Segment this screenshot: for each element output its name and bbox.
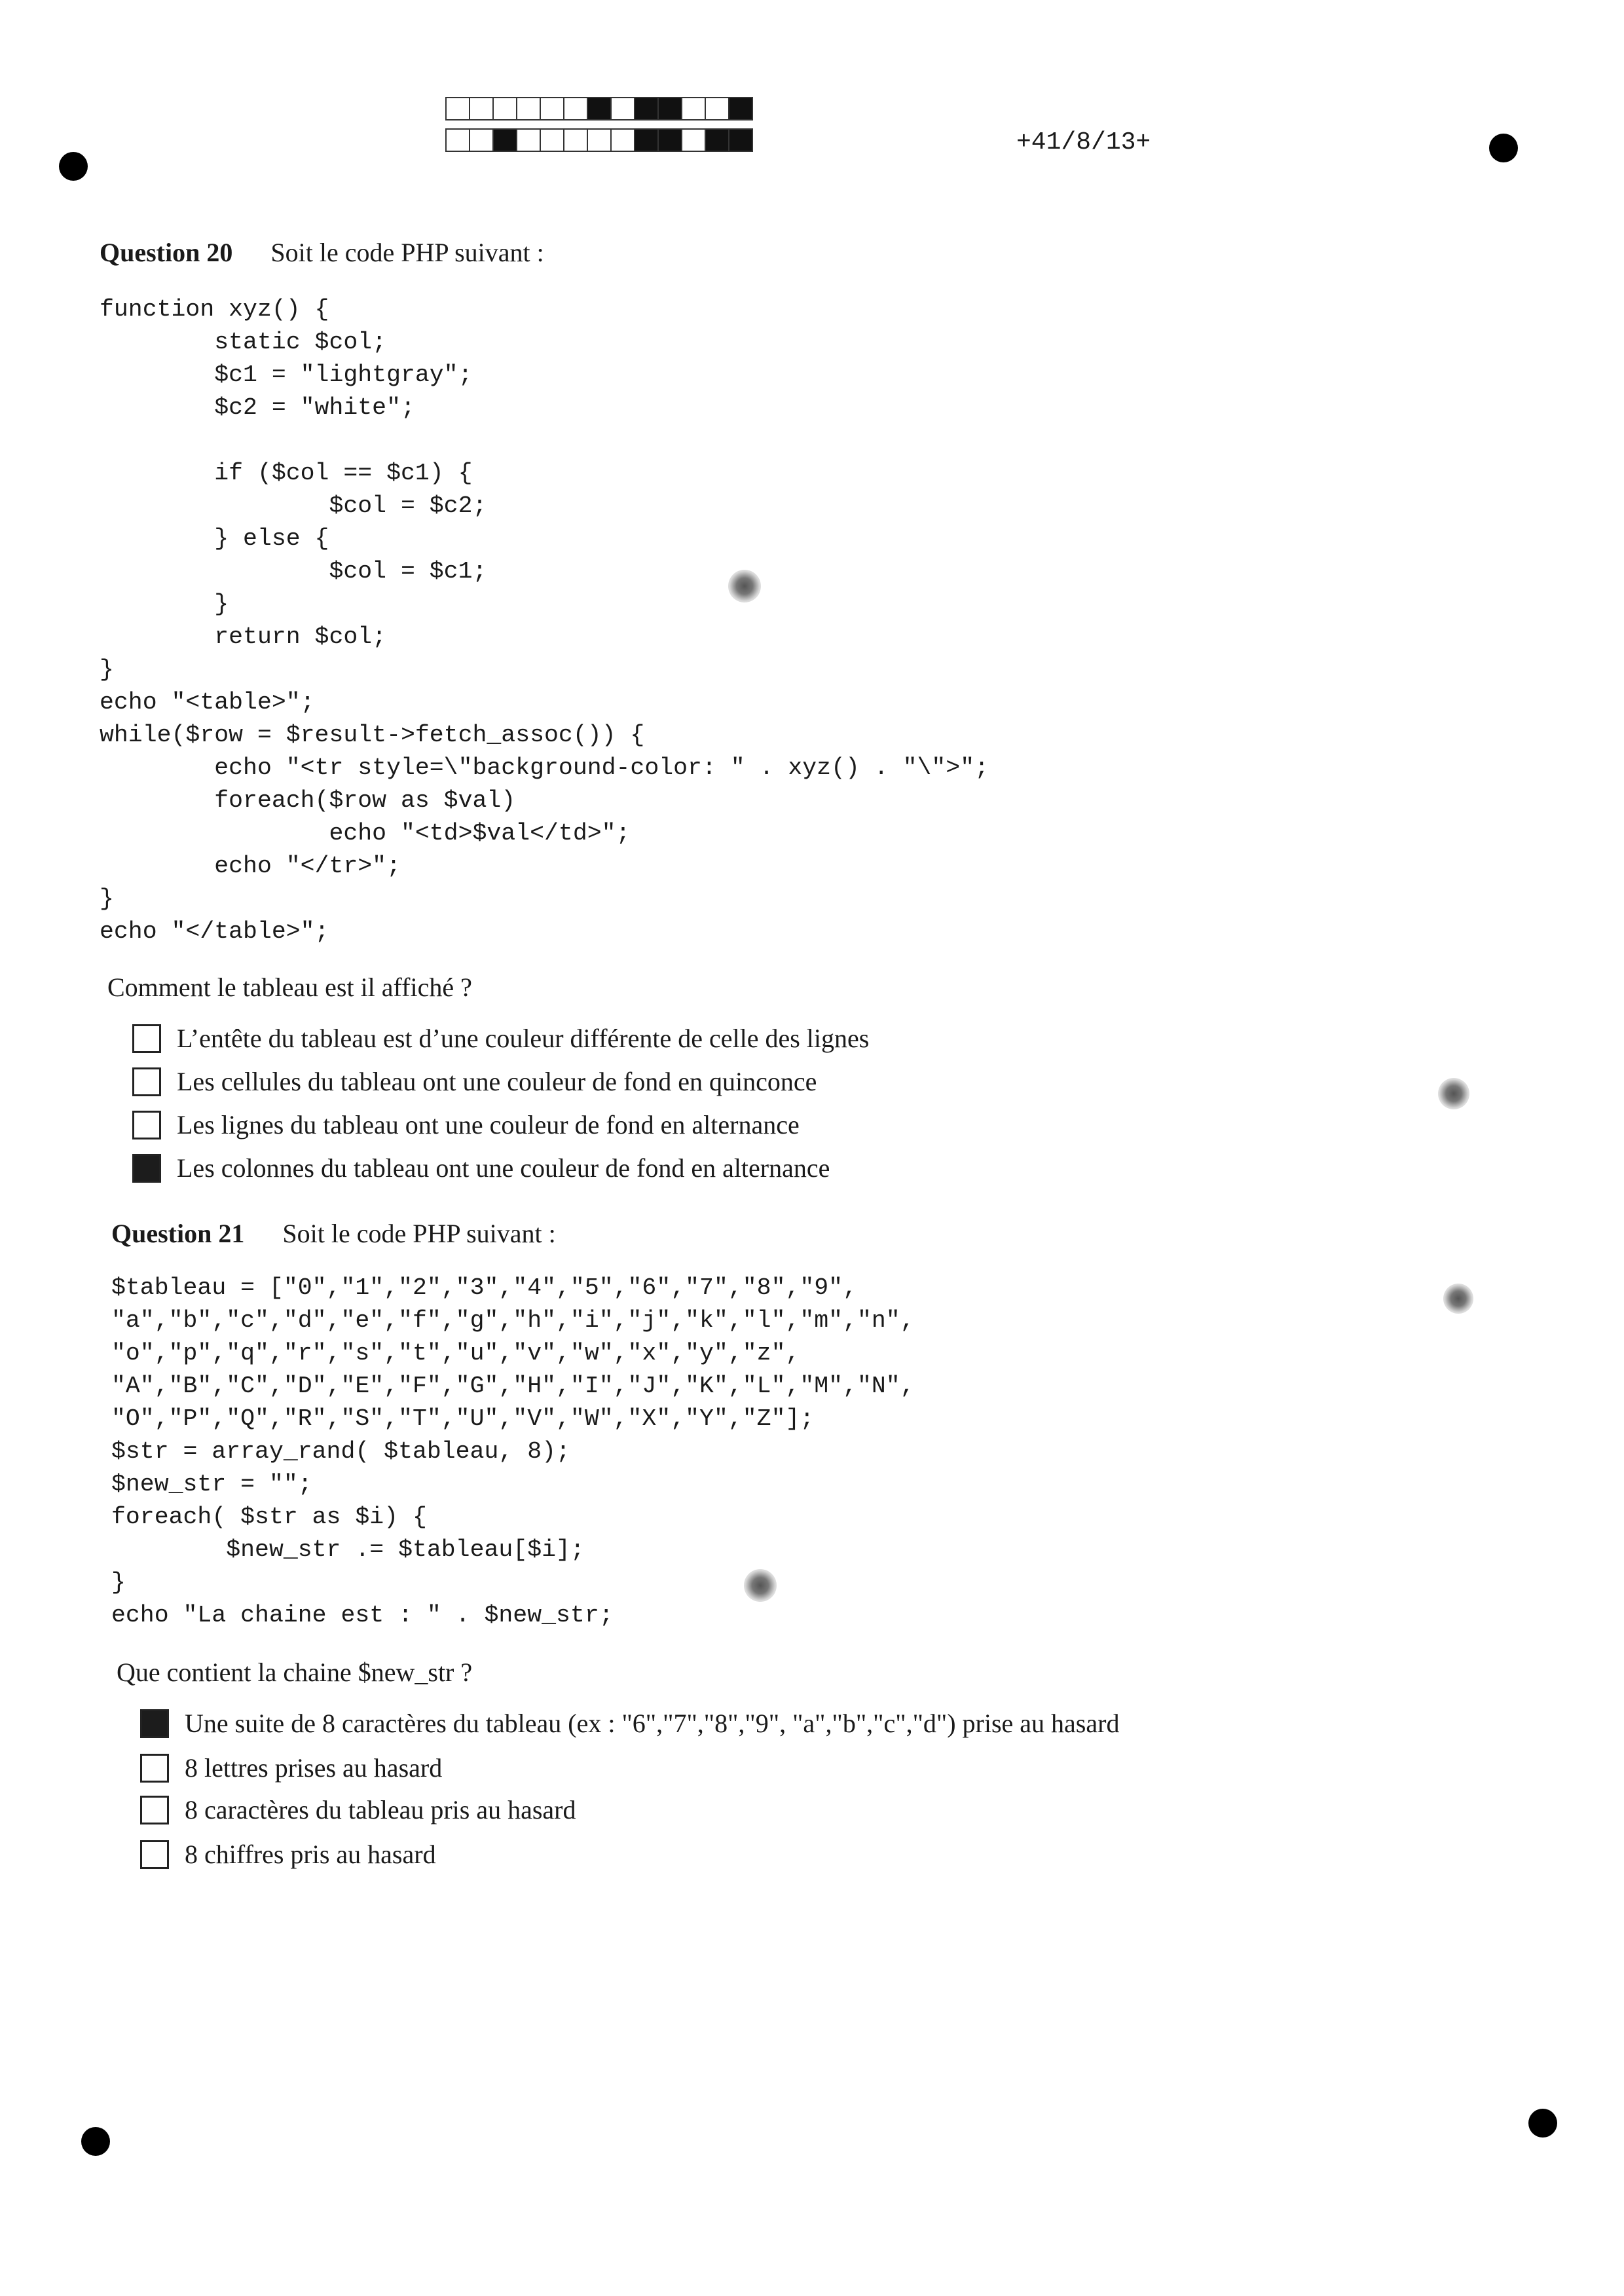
checkbox[interactable] [140,1754,169,1783]
barcode-cell-filled [705,128,729,152]
corner-marker-top-right [1489,134,1518,162]
barcode-cell-empty [681,128,706,152]
checkbox[interactable] [140,1796,169,1824]
barcode-cell-filled [587,97,612,120]
answer-label: L’entête du tableau est d’une couleur différente de celle des lignes [177,1024,870,1053]
barcode-cell-empty [540,128,564,152]
barcode-cell-empty [610,97,635,120]
barcode-cell-filled [492,128,517,152]
answer-label: Les lignes du tableau ont une couleur de fond en alternance [177,1110,800,1139]
barcode-cell-filled [728,128,753,152]
checkbox[interactable] [132,1067,161,1096]
question-21-prompt: Que contient la chaine $new_str ? [117,1657,473,1687]
question-number: Question 21 [111,1219,245,1248]
q20-answer-3[interactable] [132,1109,800,1140]
scan-smudge [1438,1078,1469,1109]
barcode-row-1 [445,97,752,122]
answer-label: 8 chiffres pris au hasard [185,1840,436,1869]
q21-answer-3[interactable] [140,1794,576,1825]
barcode-cell-empty [469,128,494,152]
barcode-cell-empty [563,97,588,120]
barcode-cell-empty [469,97,494,120]
checkbox[interactable] [140,1840,169,1869]
barcode-cell-empty [610,128,635,152]
question-intro: Soit le code PHP suivant : [282,1219,556,1248]
corner-marker-bottom-left [81,2127,110,2156]
q20-answer-4[interactable] [132,1153,830,1183]
barcode-cell-empty [516,97,541,120]
barcode-cell-filled [657,128,682,152]
scan-smudge [728,570,761,602]
answer-label: 8 caractères du tableau pris au hasard [185,1795,576,1824]
q20-answer-1[interactable] [132,1023,869,1054]
answer-label: 8 lettres prises au hasard [185,1753,443,1783]
q21-answer-1[interactable] [140,1708,1119,1739]
checkbox-checked[interactable] [132,1154,161,1183]
corner-marker-top-left [59,152,88,181]
barcode-cell-empty [492,97,517,120]
barcode-cell-empty [540,97,564,120]
q21-answer-4[interactable] [140,1839,436,1870]
page-id: +41/8/13+ [1016,128,1151,157]
corner-marker-bottom-right [1528,2109,1557,2138]
scan-smudge [744,1569,777,1602]
checkbox[interactable] [132,1024,161,1053]
q21-answer-2[interactable] [140,1752,442,1783]
question-21-header [111,1218,556,1249]
question-number: Question 20 [100,238,233,267]
barcode-cell-empty [681,97,706,120]
question-20-code: function xyz() { static $col; $c1 = "lightgray"; $c2 = "white"; if ($col == $c1) { $col = $c2; } else { $col = $c1; } return $col; } echo "<table>"; while($row = $result->fetch_assoc()) { echo "<tr style=\"background-color: " . xyz() . "\">"; foreach($row as $val) echo "<td>$val</td>"; echo "</tr>"; } echo "</table>"; [100,296,989,945]
answer-label: Une suite de 8 caractères du tableau (ex : "6","7","8","9", "a","b","c","d") prise au hasard [185,1709,1120,1738]
barcode-cell-empty [563,128,588,152]
answer-label: Les colonnes du tableau ont une couleur de fond en alternance [177,1153,830,1183]
answer-label: Les cellules du tableau ont une couleur de fond en quinconce [177,1067,817,1096]
barcode-cell-empty [705,97,729,120]
barcode-cell-empty [445,128,470,152]
question-21-code: $tableau = ["0","1","2","3","4","5","6","7","8","9", "a","b","c","d","e","f","g","h","i","j","k","l","m","n", "o","p","q","r","s","t","u","v","w","x","y","z", "A","B","C","D","E","F","G","H","I","J","K","L","M","N", "O","P","Q","R","S","T","U","V","W","X","Y","Z"]; $str = array_rand( $tableau, 8); $new_str = ""; foreach( $str as $i) { $new_str .= $tableau[$i]; } echo "La chaine est : " . $new_str; [111,1274,915,1629]
barcode-cell-empty [587,128,612,152]
q20-answer-2[interactable] [132,1066,817,1097]
checkbox[interactable] [132,1111,161,1139]
barcode-cell-empty [516,128,541,152]
barcode-row-2 [445,128,752,153]
question-intro: Soit le code PHP suivant : [270,238,544,267]
barcode-cell-filled [657,97,682,120]
barcode-cell-empty [445,97,470,120]
question-20-header [100,237,544,268]
checkbox-checked[interactable] [140,1709,169,1738]
barcode-cell-filled [634,128,659,152]
barcode-cell-filled [728,97,753,120]
scan-smudge [1443,1284,1473,1314]
barcode-cell-filled [634,97,659,120]
question-20-prompt: Comment le tableau est il affiché ? [107,972,472,1002]
